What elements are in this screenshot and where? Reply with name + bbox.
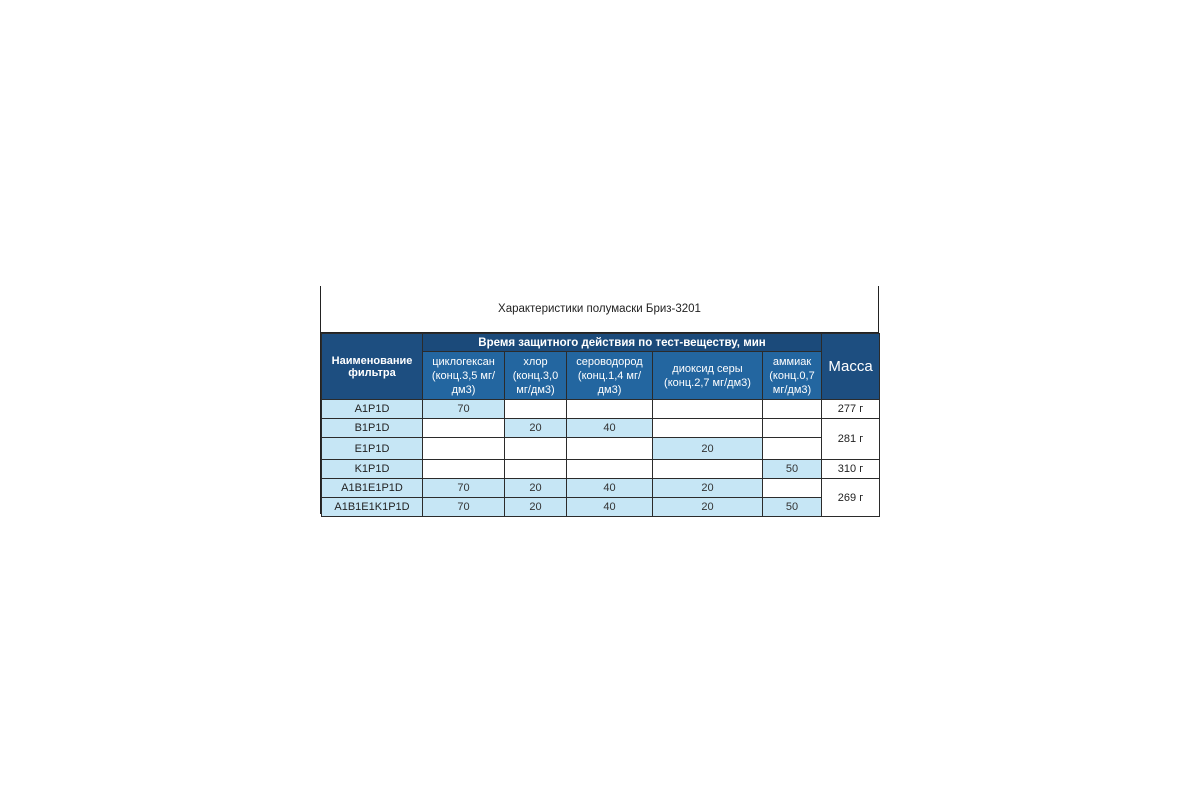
header-substance-cyclohexane: циклогексан (конц.3,5 мг/дм3) xyxy=(423,352,505,400)
table-row xyxy=(322,419,880,438)
value-cell: 50 xyxy=(763,498,822,517)
filter-name-cell: K1P1D xyxy=(322,460,423,479)
value-cell xyxy=(423,460,505,479)
filter-name-cell: B1P1D xyxy=(322,419,423,438)
mass-cell: 277 г xyxy=(822,400,880,419)
value-cell xyxy=(653,400,763,419)
header-substance-sulfur-dioxide: диоксид серы (конц.2,7 мг/дм3) xyxy=(653,352,763,400)
value-cell xyxy=(505,438,567,460)
value-cell xyxy=(505,460,567,479)
value-cell xyxy=(567,400,653,419)
value-cell xyxy=(423,438,505,460)
header-protection-time: Время защитного действия по тест-веществу, мин xyxy=(423,334,822,352)
header-substance-ammonia: аммиак (конц.0,7 мг/дм3) xyxy=(763,352,822,400)
header-substance-chlorine: хлор (конц.3,0 мг/дм3) xyxy=(505,352,567,400)
characteristics-table xyxy=(321,333,880,517)
header-row-group xyxy=(322,334,880,352)
value-cell: 20 xyxy=(653,479,763,498)
header-filter-name: Наименование фильтра xyxy=(322,334,423,400)
value-cell: 40 xyxy=(567,498,653,517)
value-cell xyxy=(763,479,822,498)
value-cell: 40 xyxy=(567,419,653,438)
value-cell: 70 xyxy=(423,479,505,498)
table-row xyxy=(322,460,880,479)
table-row xyxy=(322,400,880,419)
value-cell xyxy=(505,400,567,419)
value-cell: 20 xyxy=(505,419,567,438)
value-cell: 70 xyxy=(423,498,505,517)
filter-name-cell: A1B1E1P1D xyxy=(322,479,423,498)
value-cell xyxy=(763,400,822,419)
value-cell xyxy=(567,438,653,460)
value-cell: 50 xyxy=(763,460,822,479)
filter-name-cell: A1P1D xyxy=(322,400,423,419)
table-row xyxy=(322,479,880,498)
value-cell: 20 xyxy=(505,498,567,517)
table-caption: Характеристики полумаски Бриз-3201 xyxy=(321,286,878,333)
header-substance-hydrogen-sulfide: сероводород (конц.1,4 мг/дм3) xyxy=(567,352,653,400)
value-cell xyxy=(567,460,653,479)
characteristics-panel xyxy=(320,286,879,514)
mass-cell: 269 г xyxy=(822,479,880,517)
value-cell: 20 xyxy=(653,498,763,517)
value-cell xyxy=(763,438,822,460)
value-cell: 20 xyxy=(505,479,567,498)
value-cell: 70 xyxy=(423,400,505,419)
filter-name-cell: E1P1D xyxy=(322,438,423,460)
table-row xyxy=(322,438,880,460)
mass-cell: 310 г xyxy=(822,460,880,479)
value-cell xyxy=(653,460,763,479)
value-cell: 40 xyxy=(567,479,653,498)
value-cell xyxy=(423,419,505,438)
value-cell xyxy=(763,419,822,438)
mass-cell: 281 г xyxy=(822,419,880,460)
value-cell xyxy=(653,419,763,438)
value-cell: 20 xyxy=(653,438,763,460)
filter-name-cell: A1B1E1K1P1D xyxy=(322,498,423,517)
table-row xyxy=(322,498,880,517)
header-mass: Масса xyxy=(822,334,880,400)
